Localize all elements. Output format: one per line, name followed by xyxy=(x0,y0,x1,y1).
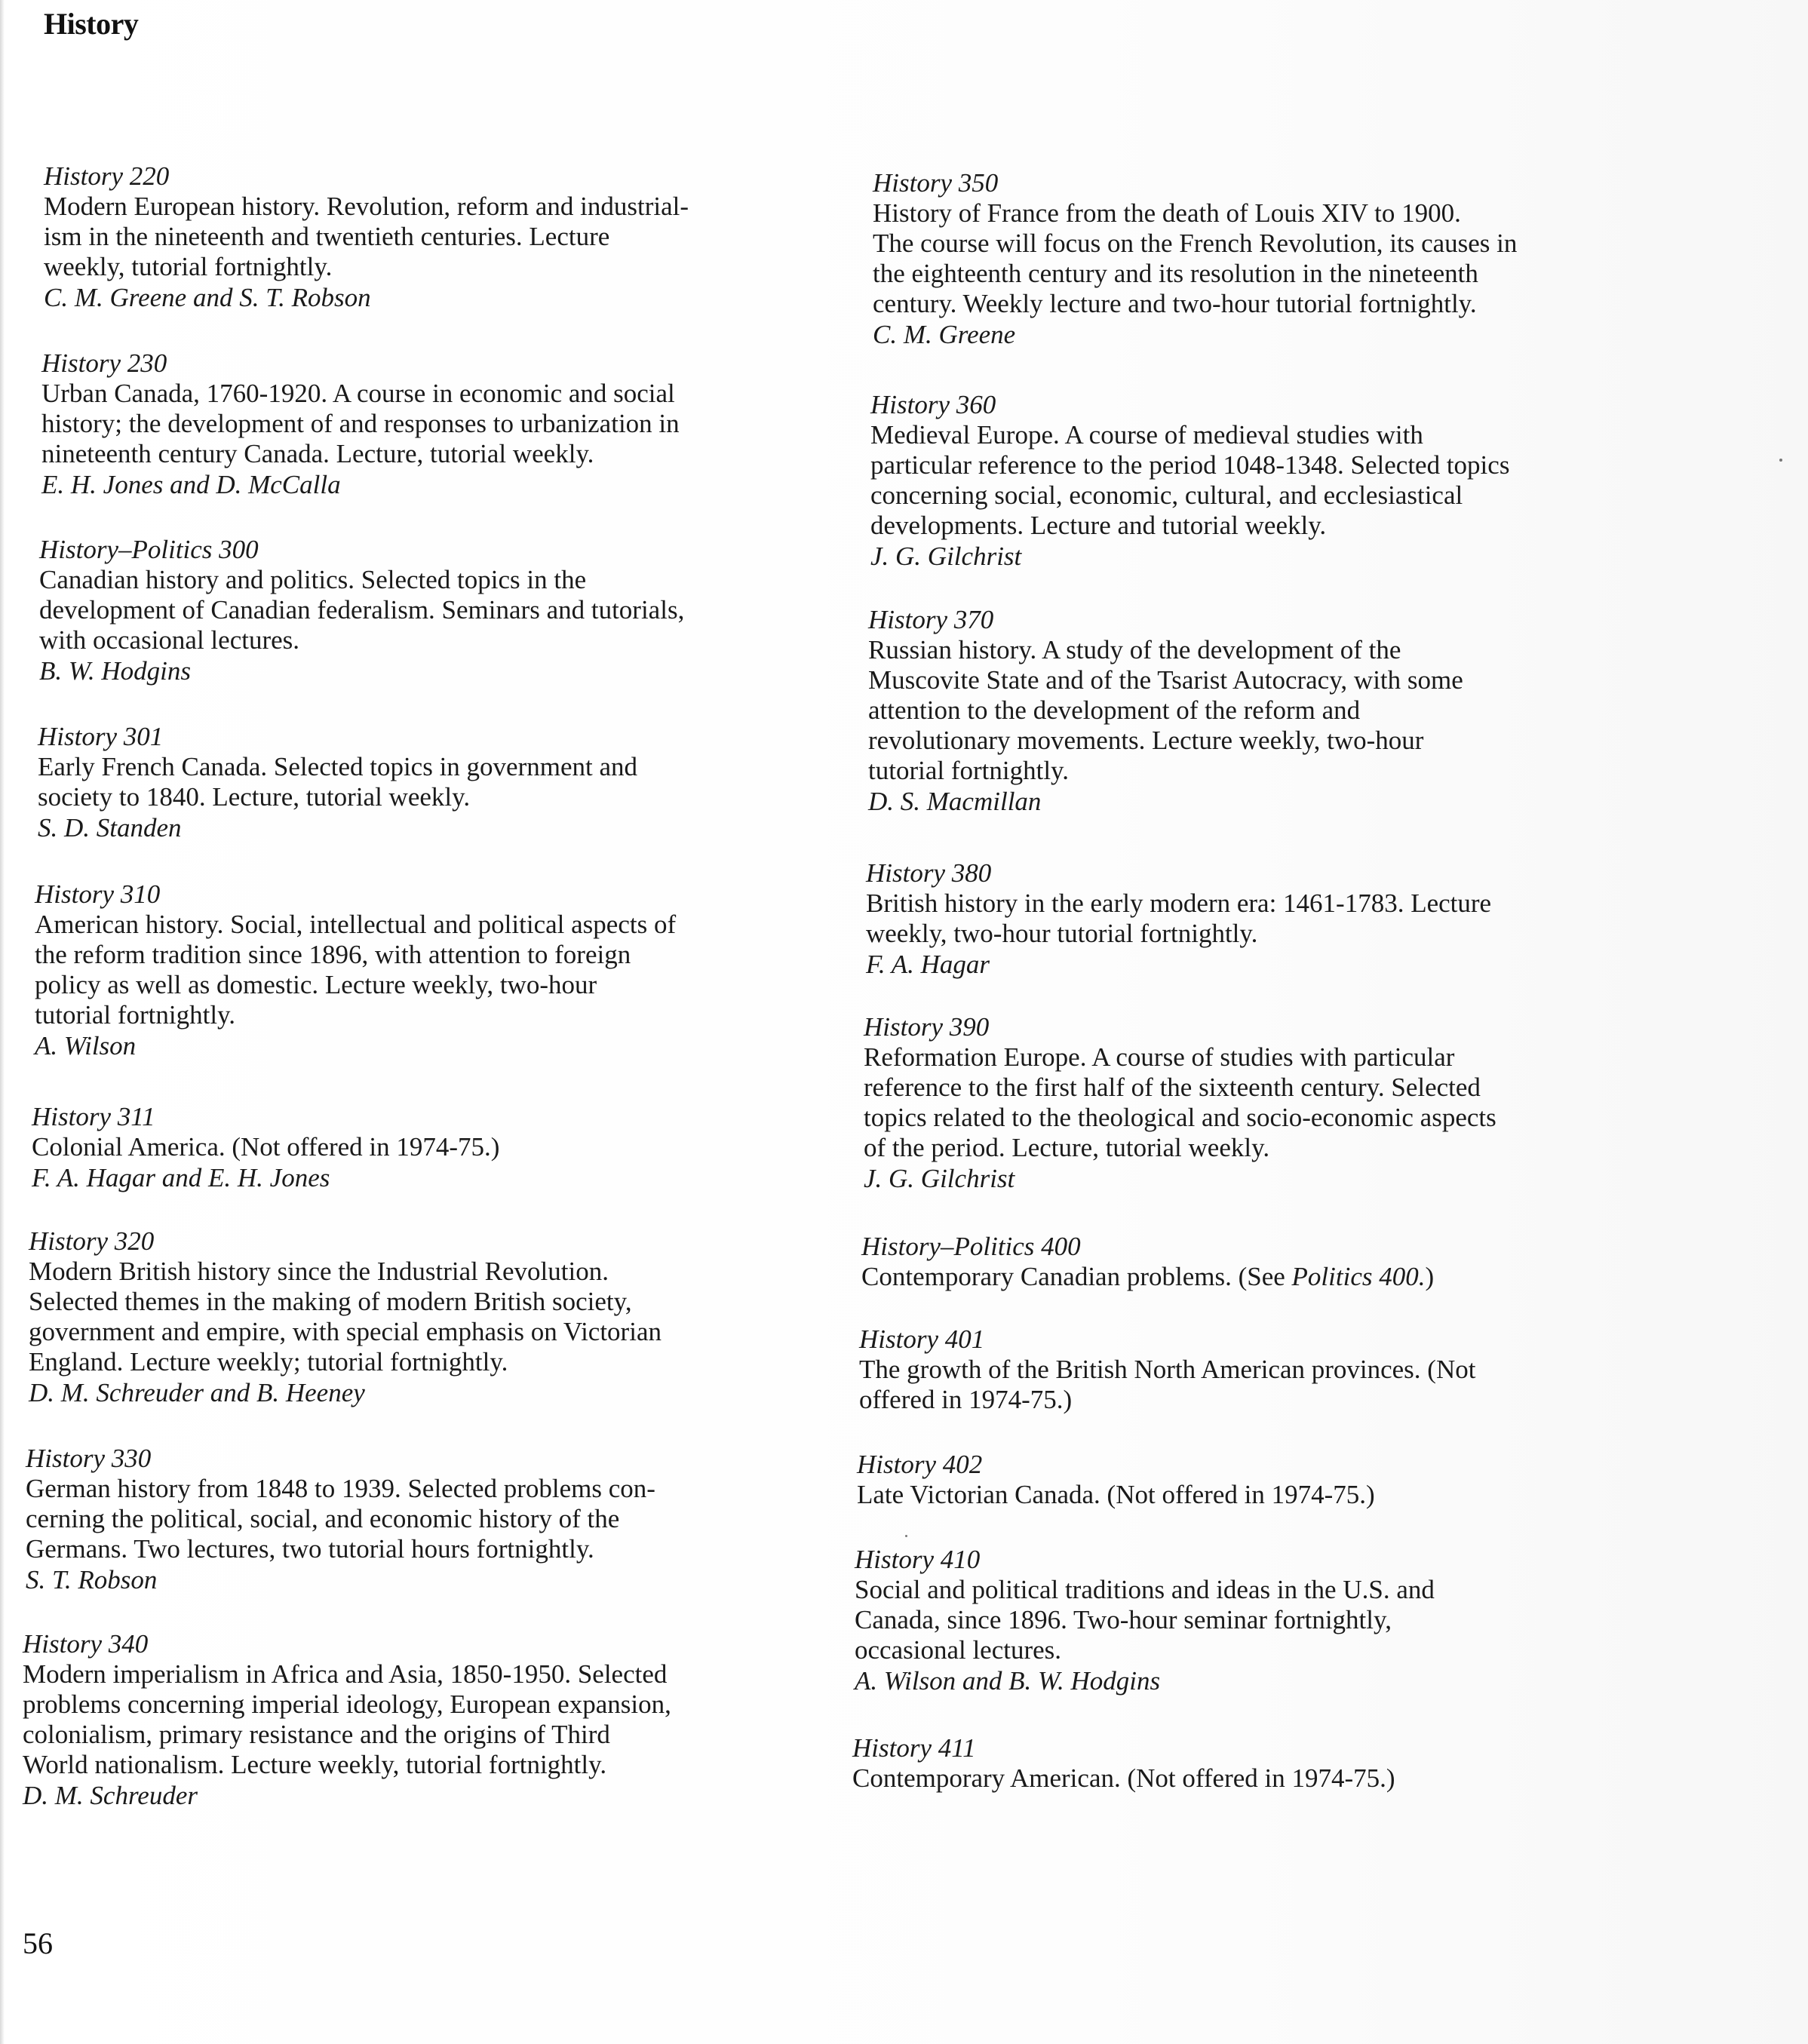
description-line: policy as well as domestic. Lecture weekly, two-hour xyxy=(35,970,597,999)
course-entry xyxy=(859,1324,1628,1415)
course-title: History 230 xyxy=(41,348,167,378)
description-line: problems concerning imperial ideology, European expansion, xyxy=(23,1690,671,1719)
course-description xyxy=(864,1042,1633,1163)
description-line: attention to the development of the reform and xyxy=(868,695,1361,725)
description-line: tutorial fortnightly. xyxy=(35,1000,236,1030)
course-title: History–Politics 300 xyxy=(39,535,259,564)
description-line: Canadian history and politics. Selected topics in the xyxy=(39,565,587,594)
description-line: Russian history. A study of the development of the xyxy=(868,635,1401,664)
description-line: century. Weekly lecture and two-hour tutorial fortnightly. xyxy=(873,289,1477,318)
course-title: History 402 xyxy=(857,1450,983,1479)
course-entry xyxy=(857,1449,1626,1510)
description-line: weekly, two-hour tutorial fortnightly. xyxy=(866,919,1258,948)
description-line: Urban Canada, 1760-1920. A course in economic and social xyxy=(41,379,675,408)
course-instructor: D. S. Macmillan xyxy=(868,787,1042,816)
description-line: Social and political traditions and ideas in the U.S. and xyxy=(855,1575,1435,1604)
course-description xyxy=(26,1474,795,1564)
course-title: History 310 xyxy=(35,879,161,909)
description-line: Medieval Europe. A course of medieval studies with xyxy=(870,420,1423,450)
course-description xyxy=(38,752,807,812)
description-line: British history in the early modern era: 1461-1783. Lecture xyxy=(866,888,1492,918)
description-line: Muscovite State and of the Tsarist Autocracy, with some xyxy=(868,665,1463,695)
course-entry xyxy=(35,879,804,1061)
description-line: revolutionary movements. Lecture weekly, two-hour xyxy=(868,726,1424,755)
description-line: Colonial America. (Not offered in 1974-75.) xyxy=(32,1132,500,1162)
course-entry xyxy=(32,1101,801,1193)
course-description xyxy=(23,1659,792,1780)
course-description xyxy=(859,1355,1628,1415)
description-line: reference to the first half of the sixteenth century. Selected xyxy=(864,1073,1481,1102)
course-instructor: F. A. Hagar and E. H. Jones xyxy=(32,1163,330,1192)
description-line: Modern European history. Revolution, reform and industrial- xyxy=(44,192,689,221)
description-line: German history from 1848 to 1939. Selected problems con- xyxy=(26,1474,655,1503)
course-instructor: S. T. Robson xyxy=(26,1565,158,1594)
course-instructor: J. G. Gilchrist xyxy=(870,542,1022,571)
course-description xyxy=(857,1480,1626,1510)
course-entry xyxy=(26,1443,795,1595)
description-line: history; the development of and responses to urbanization in xyxy=(41,409,680,438)
course-instructor: D. M. Schreuder xyxy=(23,1781,198,1810)
description-line: with occasional lectures. xyxy=(39,625,300,655)
course-description xyxy=(39,565,809,655)
description-line: History of France from the death of Louis XIV to 1900. xyxy=(873,198,1461,228)
course-description xyxy=(32,1132,801,1162)
description-line: offered in 1974-75.) xyxy=(859,1385,1073,1414)
course-entry xyxy=(39,534,809,686)
course-description xyxy=(861,1262,1631,1292)
description-line: developments. Lecture and tutorial weekly. xyxy=(870,511,1327,540)
course-title: History 410 xyxy=(855,1545,981,1574)
course-title: History 411 xyxy=(852,1733,976,1763)
course-description xyxy=(873,198,1642,319)
course-entry xyxy=(852,1732,1622,1794)
course-title: History 360 xyxy=(870,390,996,419)
course-title: History 220 xyxy=(44,161,170,191)
course-title: History 401 xyxy=(859,1324,985,1354)
course-instructor: B. W. Hodgins xyxy=(39,656,191,686)
description-line: topics related to the theological and socio-economic aspects xyxy=(864,1103,1496,1132)
course-title: History–Politics 400 xyxy=(861,1232,1081,1261)
course-instructor: S. D. Standen xyxy=(38,813,182,842)
description-line: of the period. Lecture, tutorial weekly. xyxy=(864,1133,1270,1162)
scan-speck xyxy=(1779,459,1782,462)
description-line: development of Canadian federalism. Seminars and tutorials, xyxy=(39,595,685,625)
course-entry xyxy=(864,1011,1633,1194)
course-title: History 311 xyxy=(32,1102,155,1131)
cross-reference: Politics 400. xyxy=(1291,1262,1426,1291)
description-line: ism in the nineteenth and twentieth centuries. Lecture xyxy=(44,222,610,251)
scan-speck xyxy=(905,1535,907,1537)
description-text: ) xyxy=(1425,1262,1435,1291)
course-instructor: F. A. Hagar xyxy=(866,950,990,979)
course-entry xyxy=(41,348,811,500)
course-entry xyxy=(866,858,1635,980)
course-title: History 320 xyxy=(29,1226,155,1256)
description-line: Modern British history since the Industrial Revolution. xyxy=(29,1257,609,1286)
course-description xyxy=(41,379,811,469)
course-instructor: A. Wilson xyxy=(35,1031,137,1060)
course-entry xyxy=(870,389,1640,572)
course-title: History 330 xyxy=(26,1444,152,1473)
description-line: nineteenth century Canada. Lecture, tutorial weekly. xyxy=(41,439,594,468)
description-line: government and empire, with special emphasis on Victorian xyxy=(29,1317,662,1346)
description-line: weekly, tutorial fortnightly. xyxy=(44,252,333,281)
course-description xyxy=(855,1575,1624,1665)
course-entry xyxy=(44,161,813,313)
course-description xyxy=(868,635,1638,786)
description-line: society to 1840. Lecture, tutorial weekly. xyxy=(38,782,471,812)
description-line: England. Lecture weekly; tutorial fortnightly. xyxy=(29,1347,508,1376)
course-title: History 380 xyxy=(866,858,992,888)
course-description xyxy=(44,192,813,282)
description-line: American history. Social, intellectual and political aspects of xyxy=(35,910,677,939)
description-line: Late Victorian Canada. (Not offered in 1974-75.) xyxy=(857,1480,1375,1509)
description-line: Germans. Two lectures, two tutorial hours fortnightly. xyxy=(26,1534,594,1564)
description-line: colonialism, primary resistance and the origins of Third xyxy=(23,1720,610,1749)
description-line: The growth of the British North American provinces. (Not xyxy=(859,1355,1476,1384)
course-instructor: J. G. Gilchrist xyxy=(864,1164,1015,1193)
description-line: Modern imperialism in Africa and Asia, 1850-1950. Selected xyxy=(23,1659,668,1689)
course-description xyxy=(852,1763,1622,1794)
page-number: 56 xyxy=(23,1926,53,1960)
description-line: The course will focus on the French Revolution, its causes in xyxy=(873,229,1518,258)
description-line: World nationalism. Lecture weekly, tutorial fortnightly. xyxy=(23,1750,607,1779)
description-line: cerning the political, social, and economic history of the xyxy=(26,1504,620,1533)
course-description xyxy=(35,910,804,1030)
page-edge-shadow xyxy=(0,0,5,2044)
course-entry xyxy=(861,1231,1631,1292)
description-line: tutorial fortnightly. xyxy=(868,756,1070,785)
course-title: History 390 xyxy=(864,1012,990,1042)
description-line: Reformation Europe. A course of studies with particular xyxy=(864,1042,1455,1072)
course-description xyxy=(870,420,1640,541)
course-title: History 370 xyxy=(868,605,994,634)
description-line: particular reference to the period 1048-1348. Selected topics xyxy=(870,450,1510,480)
course-entry xyxy=(29,1226,798,1408)
description-line: the reform tradition since 1896, with attention to foreign xyxy=(35,940,631,969)
course-instructor: E. H. Jones and D. McCalla xyxy=(41,470,341,499)
course-description xyxy=(29,1257,798,1377)
course-description xyxy=(866,888,1635,949)
course-title: History 350 xyxy=(873,168,999,198)
course-instructor: A. Wilson and B. W. Hodgins xyxy=(855,1666,1161,1696)
course-entry xyxy=(38,721,807,843)
description-text: Contemporary Canadian problems. (See xyxy=(861,1262,1292,1291)
description-line xyxy=(861,1262,1631,1292)
course-entry xyxy=(23,1628,792,1811)
section-title: History xyxy=(44,7,139,41)
description-line: occasional lectures. xyxy=(855,1635,1062,1665)
description-line: concerning social, economic, cultural, and ecclesiastical xyxy=(870,480,1463,510)
course-entry xyxy=(855,1544,1624,1696)
course-instructor: C. M. Greene and S. T. Robson xyxy=(44,283,371,312)
course-instructor: D. M. Schreuder and B. Heeney xyxy=(29,1378,365,1407)
course-instructor: C. M. Greene xyxy=(873,320,1016,349)
course-entry xyxy=(873,167,1642,350)
course-entry xyxy=(868,604,1638,817)
description-line: the eighteenth century and its resolution in the nineteenth xyxy=(873,259,1478,288)
course-title: History 301 xyxy=(38,722,164,751)
description-line: Canada, since 1896. Two-hour seminar fortnightly, xyxy=(855,1605,1392,1634)
description-line: Selected themes in the making of modern British society, xyxy=(29,1287,632,1316)
course-title: History 340 xyxy=(23,1629,149,1659)
description-line: Early French Canada. Selected topics in government and xyxy=(38,752,638,781)
description-line: Contemporary American. (Not offered in 1974-75.) xyxy=(852,1763,1395,1793)
